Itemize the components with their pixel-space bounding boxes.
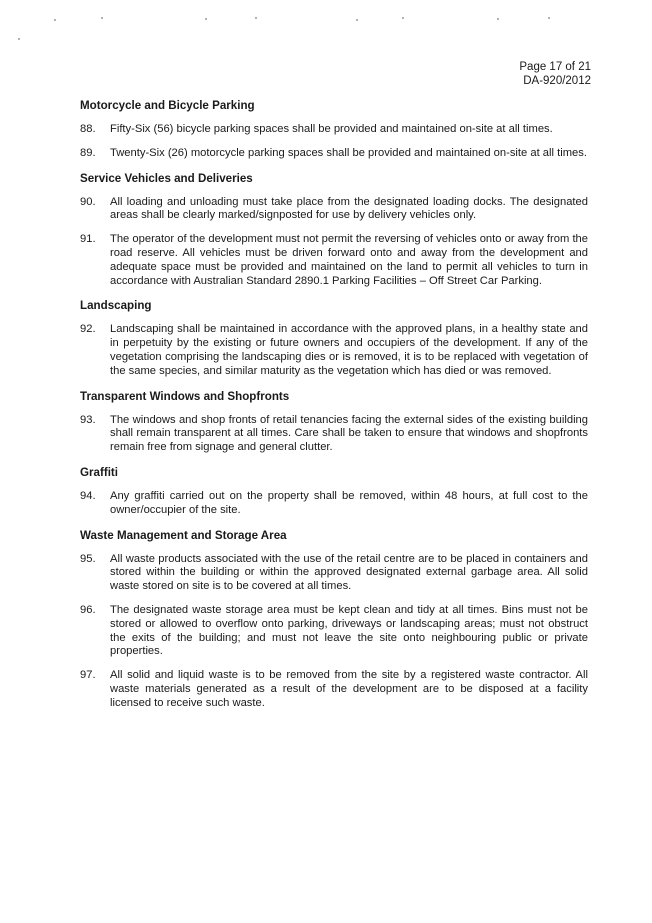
- clause-97: [80, 669, 588, 710]
- clause-number: 89.: [80, 146, 96, 159]
- clause-92: [80, 323, 588, 378]
- clause-89: [80, 147, 588, 161]
- clause-88: [80, 123, 588, 137]
- section-landscaping: [80, 299, 588, 378]
- clause-text: The windows and shop fronts of retail tenancies facing the external sides of the existing building shall remain transparent at all times. Care shall be taken to ensure that windows and shopfronts remain free from signage and general clutter.: [110, 413, 588, 454]
- clause-text: Twenty-Six (26) motorcycle parking spaces shall be provided and maintained on-site at all times.: [110, 146, 587, 159]
- scan-speck: [101, 17, 103, 19]
- clause-text: The operator of the development must not permit the reversing of vehicles onto or away from the road reserve. All vehicles must be driven forward onto and away from the development and adequate space must be provided and maintained on the land to permit all vehicles to turn in accordance with Australian Standard 2890.1 Parking Facilities – Off Street Car Parking.: [110, 233, 588, 287]
- clause-number: 96.: [80, 603, 96, 616]
- section-heading: Motorcycle and Bicycle Parking: [80, 99, 255, 112]
- clause-95: [80, 553, 588, 594]
- section-service-vehicles: [80, 172, 588, 289]
- clause-number: 90.: [80, 195, 96, 208]
- clause-93: [80, 414, 588, 455]
- clause-number: 88.: [80, 123, 96, 135]
- clause-text: Landscaping shall be maintained in accordance with the approved plans, in a healthy state and in perpetuity by the existing or future owners and occupiers of the development. If any of the vegetation comprising the landscaping dies or is removed, it is to be replaced with vegetation of the same species, and similar maturity as the vegetation which has died or was removed.: [110, 323, 588, 377]
- clause-number: 93.: [80, 413, 96, 426]
- section-heading: Graffiti: [80, 465, 119, 479]
- scan-speck: [497, 18, 499, 20]
- scan-speck: [402, 17, 404, 19]
- clause-text: All loading and unloading must take place from the designated loading docks. The designated areas shall be clearly marked/signposted for use by delivery vehicles only.: [110, 195, 588, 222]
- conditions-body: [80, 99, 588, 722]
- document-reference: DA-920/2012: [523, 74, 591, 87]
- clause-text: The designated waste storage area must be kept clean and tidy at all times. Bins must not be stored or allowed to overflow onto parking, driveways or landscaping areas; must not obstruct the exits of the building; and must not leave the site onto neighbouring public or private properties.: [110, 603, 588, 658]
- clause-number: 95.: [80, 552, 96, 565]
- clause-90: [80, 196, 588, 224]
- clause-94: [80, 490, 588, 518]
- section-heading: Transparent Windows and Shopfronts: [80, 389, 290, 403]
- scan-speck: [356, 19, 358, 21]
- scan-speck: [205, 18, 207, 20]
- clause-text: Fifty-Six (56) bicycle parking spaces shall be provided and maintained on-site at all times.: [110, 123, 553, 135]
- section-waste-management: [80, 529, 588, 711]
- clause-number: 97.: [80, 669, 96, 682]
- scan-speck: [54, 19, 56, 21]
- section-transparent-windows: [80, 390, 588, 455]
- page-header: [519, 61, 591, 88]
- scan-speck: [255, 17, 257, 19]
- clause-text: All solid and liquid waste is to be removed from the site by a registered waste contractor. All waste materials generated as a result of the development are to be disposed at a facility licensed to receive such waste.: [110, 669, 588, 709]
- clause-text: All waste products associated with the use of the retail centre are to be placed in containers and stored within the building or within the approved designated external garbage area. All solid waste stored on site is to be covered at all times.: [110, 552, 588, 593]
- scan-speck: [18, 38, 20, 40]
- clause-91: [80, 233, 588, 288]
- section-heading: Service Vehicles and Deliveries: [80, 171, 253, 185]
- section-heading: Landscaping: [80, 299, 152, 313]
- section-motorcycle-bicycle-parking: [80, 99, 588, 161]
- clause-96: [80, 604, 588, 659]
- section-graffiti: [80, 466, 588, 518]
- scan-speck: [548, 17, 550, 19]
- clause-text: Any graffiti carried out on the property shall be removed, within 48 hours, at full cost to the owner/occupier of the site.: [110, 489, 588, 516]
- clause-number: 94.: [80, 489, 96, 502]
- page-number: Page 17 of 21: [519, 61, 591, 73]
- section-heading: Waste Management and Storage Area: [80, 528, 287, 542]
- clause-number: 91.: [80, 233, 96, 246]
- clause-number: 92.: [80, 323, 96, 336]
